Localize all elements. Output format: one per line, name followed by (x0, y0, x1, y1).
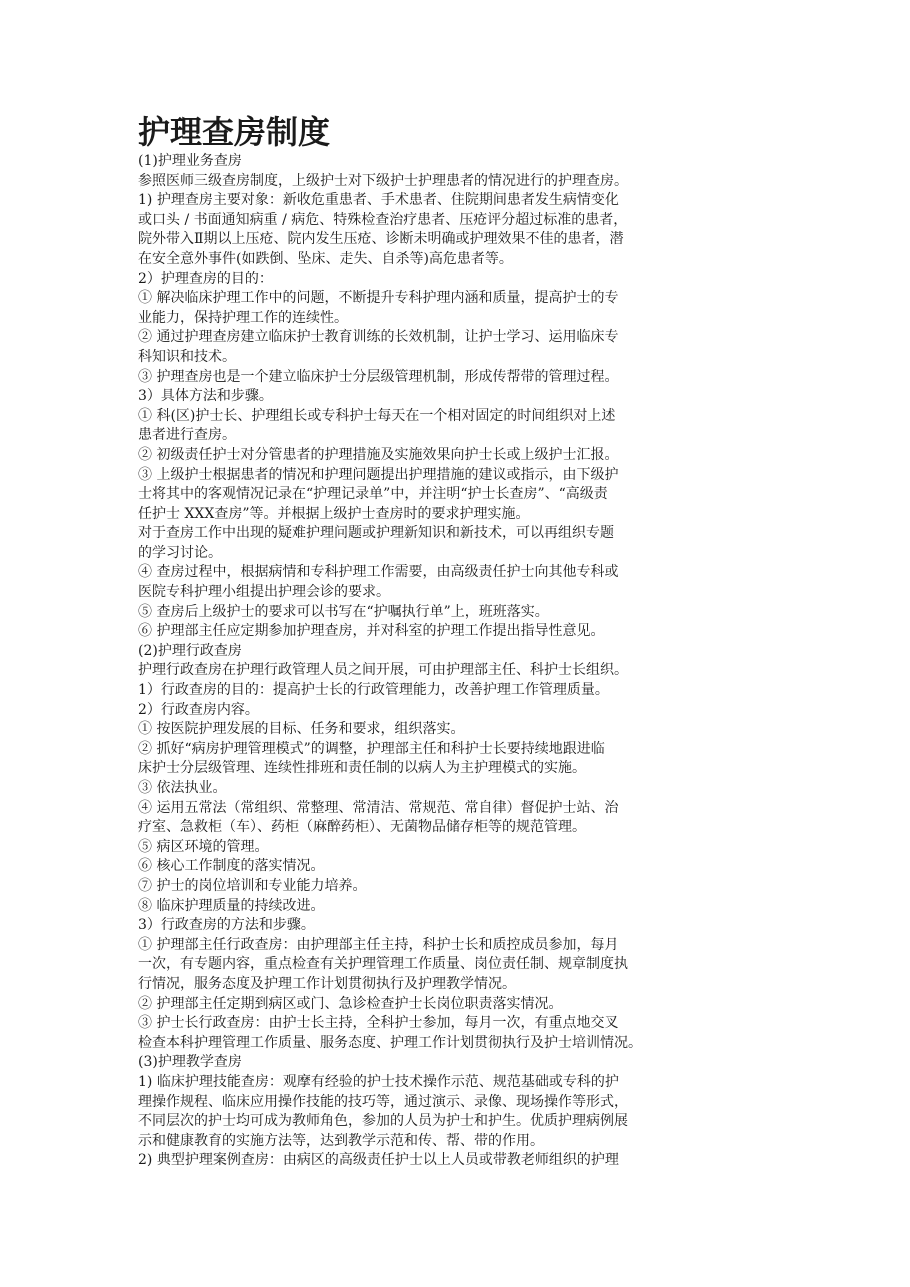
text-line: ④ 查房过程中，根据病情和专科护理工作需要，由高级责任护士向其他专科或 (138, 564, 619, 581)
text-line: 士将其中的客观情况记录在“护理记录单”中，并注明“护士长查房”、“高级责 (138, 486, 608, 503)
text-line: 在安全意外事件(如跌倒、坠床、走失、自杀等)高危患者等。 (138, 250, 513, 267)
text-line: 对于查房工作中出现的疑难护理问题或护理新知识和新技术，可以再组织专题 (138, 525, 614, 542)
text-line: 示和健康教育的实施方法等，达到教学示范和传、帮、带的作用。 (138, 1132, 544, 1149)
text-line: ③ 上级护士根据患者的情况和护理问题提出护理措施的建议或指示，由下级护 (138, 466, 619, 483)
document-title: 护理查房制度 (138, 113, 331, 151)
text-line: ② 护理部主任定期到病区或门、急诊检查护士长岗位职责落实情况。 (138, 995, 563, 1012)
text-line: 行情况，服务态度及护理工作计划贯彻执行及护理教学情况。 (138, 975, 516, 992)
text-line: 业能力，保持护理工作的连续性。 (138, 309, 348, 326)
text-line: 2）护理查房的目的： (138, 270, 273, 287)
text-line: 2）行政查房内容。 (138, 701, 259, 718)
text-line: ⑥ 核心工作制度的落实情况。 (138, 858, 325, 875)
text-line: 1) 护理查房主要对象：新收危重患者、手术患者、住院期间患者发生病情变化 (138, 192, 619, 209)
text-line: 疗室、急救柜（车）、药柜（麻醉药柜）、无菌物品储存柜等的规范管理。 (138, 819, 586, 836)
text-line: ③ 护理查房也是一个建立临床护士分层级管理机制，形成传帮带的管理过程。 (138, 368, 619, 385)
text-line: 院外带入Ⅱ期以上压疮、院内发生压疮、诊断未明确或护理效果不佳的患者，潜 (138, 231, 624, 248)
text-line: ① 解决临床护理工作中的问题，不断提升专科护理内涵和质量，提高护士的专 (138, 290, 619, 307)
text-line: 3）具体方法和步骤。 (138, 388, 273, 405)
text-line: ① 护理部主任行政查房：由护理部主任主持，科护士长和质控成员参加，每月 (138, 936, 619, 953)
text-line: ⑥ 护理部主任应定期参加护理查房，并对科室的护理工作提出指导性意见。 (138, 623, 605, 640)
text-line: ⑧ 临床护理质量的持续改进。 (138, 897, 325, 914)
text-line: (1)护理业务查房 (138, 153, 242, 169)
text-line: ① 按医院护理发展的目标、任务和要求，组织落实。 (138, 721, 465, 738)
text-line: ① 科(区)护士长、护理组长或专科护士每天在一个相对固定的时间组织对上述 (138, 407, 616, 424)
text-line: 护理行政查房在护理行政管理人员之间开展，可由护理部主任、科护士长组织。 (138, 662, 628, 679)
text-line: 检查本科护理管理工作质量、服务态度、护理工作计划贯彻执行及护士培训情况。 (138, 1034, 642, 1051)
text-line: ② 通过护理查房建立临床护士教育训练的长效机制，让护士学习、运用临床专 (138, 329, 619, 346)
text-line: 任护士 XXX查房”等。并根据上级护士查房时的要求护理实施。 (138, 505, 530, 522)
text-line: ③ 依法执业。 (138, 780, 227, 796)
text-line: 床护士分层级管理、连续性排班和责任制的以病人为主护理模式的实施。 (138, 760, 586, 777)
text-line: ④ 运用五常法（常组织、常整理、常清洁、常规范、常自律）督促护士站、治 (138, 799, 619, 816)
text-line: ② 初级责任护士对分管患者的护理措施及实施效果向护士长或上级护士汇报。 (138, 446, 619, 463)
document-text (138, 152, 728, 1171)
text-line: 2) 典型护理案例查房：由病区的高级责任护士以上人员或带教老师组织的护理 (138, 1152, 619, 1169)
text-line: 参照医师三级查房制度，上级护士对下级护士护理患者的情况进行的护理查房。 (138, 172, 628, 189)
text-line: ⑤ 病区环境的管理。 (138, 838, 269, 855)
text-line: 医院专科护理小组提出护理会诊的要求。 (138, 584, 390, 601)
text-line: ② 抓好“病房护理管理模式”的调整，护理部主任和科护士长要持续地跟进临 (138, 740, 605, 757)
text-line: 患者进行查房。 (138, 427, 236, 444)
text-line: 不同层次的护士均可成为教师角色，参加的人员为护士和护生。优质护理病例展 (138, 1113, 628, 1130)
text-line: ⑤ 查房后上级护士的要求可以书写在“护嘱执行单”上，班班落实。 (138, 603, 549, 620)
text-line: 的学习讨论。 (138, 544, 222, 561)
text-line: ⑦ 护士的岗位培训和专业能力培养。 (138, 877, 367, 894)
text-line: (3)护理教学查房 (138, 1054, 242, 1071)
text-line: 理操作规程、临床应用操作技能的技巧等，通过演示、录像、现场操作等形式， (138, 1093, 628, 1110)
text-line: 科知识和技术。 (138, 348, 236, 365)
text-line: 一次，有专题内容，重点检查有关护理管理工作质量、岗位责任制、规章制度执 (138, 956, 628, 973)
text-line: ③ 护士长行政查房：由护士长主持，全科护士参加，每月一次，有重点地交叉 (138, 1015, 619, 1032)
document-body (138, 112, 728, 1171)
text-line: 3）行政查房的方法和步骤。 (138, 917, 315, 934)
text-line: 1) 临床护理技能查房：观摩有经验的护士技术操作示范、规范基础或专科的护 (138, 1073, 619, 1090)
text-line: 或口头 / 书面通知病重 / 病危、特殊检查治疗患者、压疮评分超过标准的患者， (138, 211, 628, 228)
text-line: (2)护理行政查房 (138, 642, 242, 659)
text-line: 1）行政查房的目的：提高护士长的行政管理能力，改善护理工作管理质量。 (138, 682, 609, 699)
